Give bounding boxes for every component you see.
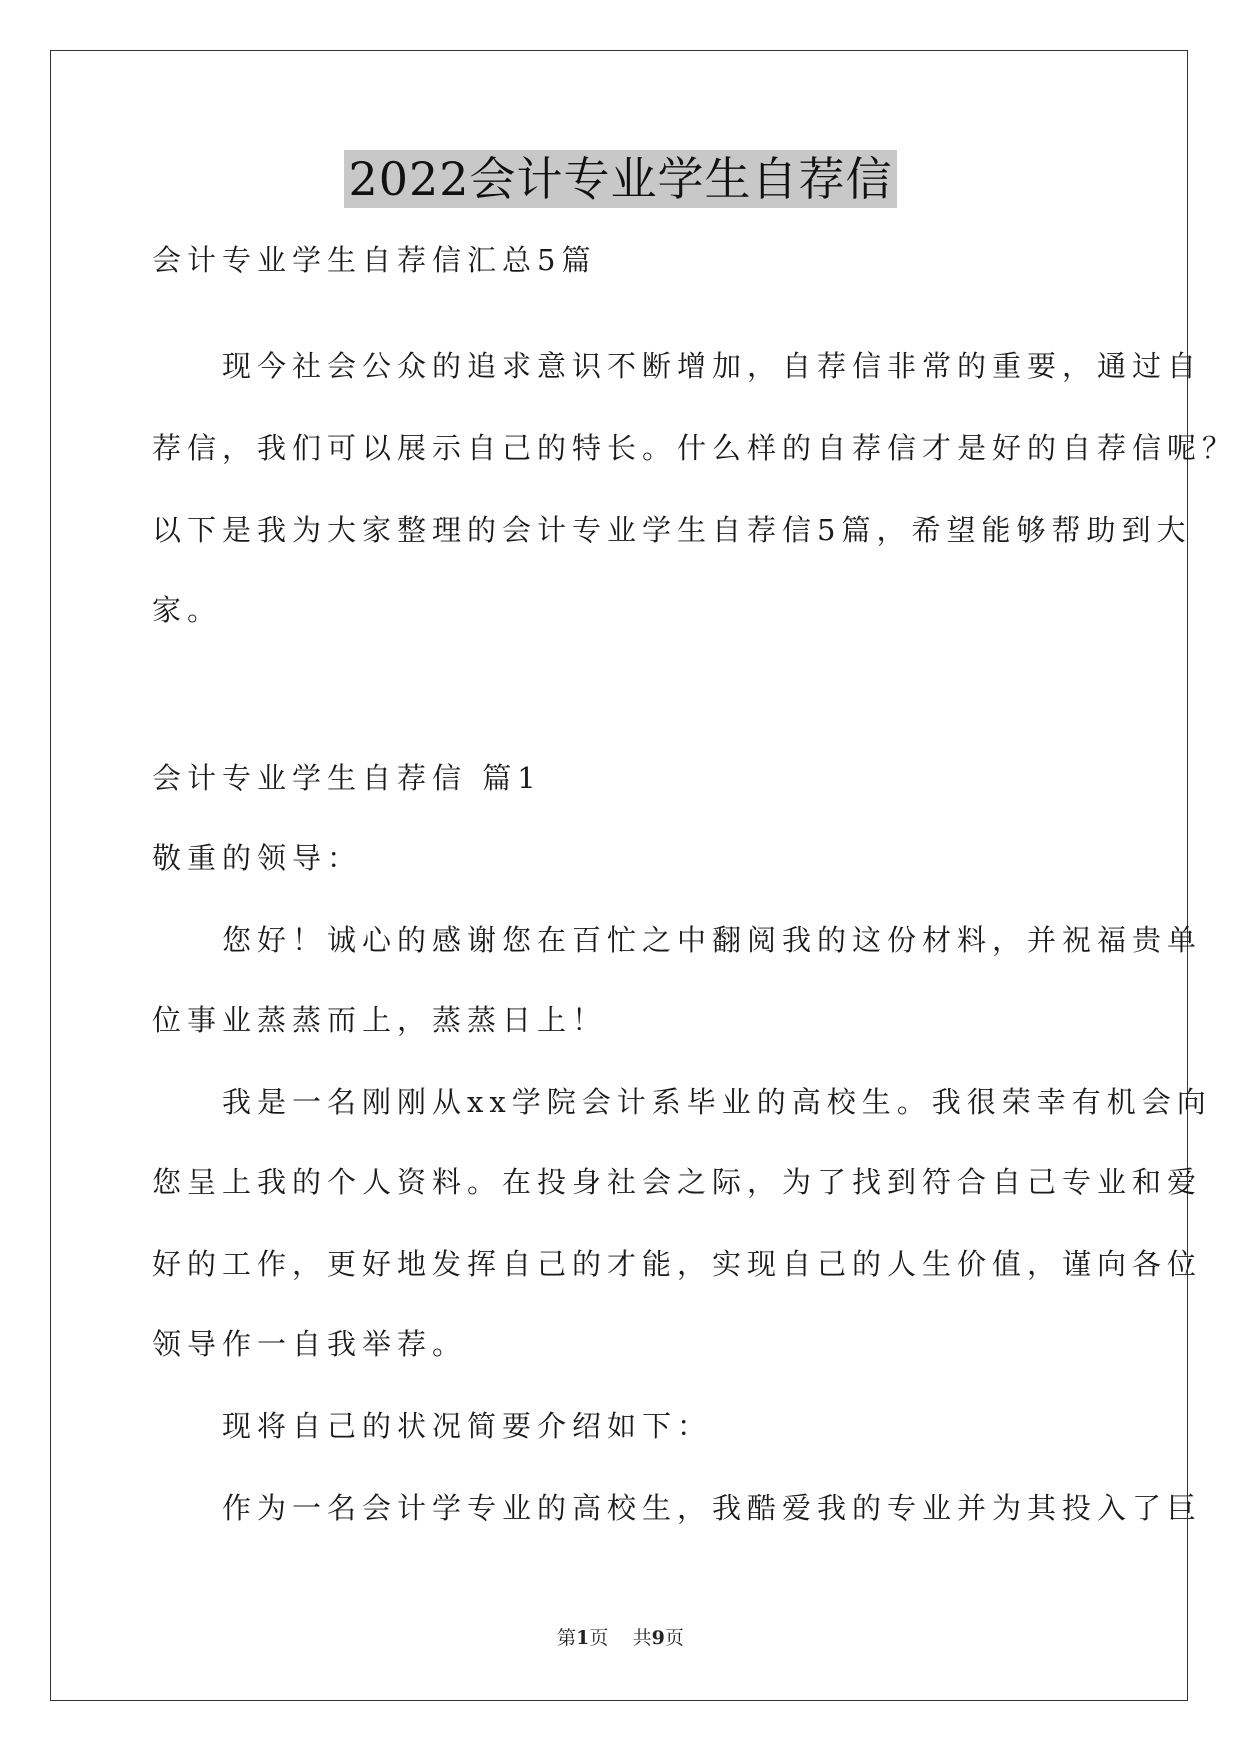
page-total: 9 xyxy=(651,1627,665,1649)
body-line: 现今社会公众的追求意识不断增加，自荐信非常的重要，通过自 xyxy=(152,349,1203,383)
body-line: 家。 xyxy=(152,593,223,627)
document-title: 2022会计专业学生自荐信 xyxy=(344,150,896,208)
body-line: 荐信，我们可以展示自己的特长。什么样的自荐信才是好的自荐信呢？ xyxy=(152,431,1238,465)
body-line: 我是一名刚刚从xx学院会计系毕业的高校生。我很荣幸有机会向 xyxy=(152,1085,1212,1119)
page-current: 1 xyxy=(576,1627,590,1649)
page-suffix: 页 xyxy=(589,1627,609,1649)
body-line: 以下是我为大家整理的会计专业学生自荐信5篇，希望能够帮助到大 xyxy=(152,513,1192,547)
salutation: 敬重的领导： xyxy=(152,841,363,875)
page-prefix: 第 xyxy=(557,1627,577,1649)
body-line: 位事业蒸蒸而上，蒸蒸日上！ xyxy=(152,1003,608,1037)
body-line: 作为一名会计学专业的高校生，我酷爱我的专业并为其投入了巨 xyxy=(152,1491,1203,1525)
body-line: 您好！诚心的感谢您在百忙之中翻阅我的这份材料，并祝福贵单 xyxy=(152,923,1203,957)
body-line: 好的工作，更好地发挥自己的才能，实现自己的人生价值，谨向各位 xyxy=(152,1247,1203,1281)
body-line: 现将自己的状况简要介绍如下： xyxy=(152,1409,713,1443)
total-prefix: 共 xyxy=(632,1627,652,1649)
total-suffix: 页 xyxy=(664,1627,684,1649)
section-heading: 会计专业学生自荐信 篇1 xyxy=(152,761,542,795)
body-line: 您呈上我的个人资料。在投身社会之际，为了找到符合自己专业和爱 xyxy=(152,1165,1203,1199)
page-footer xyxy=(0,1626,1241,1650)
body-line: 领导作一自我举荐。 xyxy=(152,1327,468,1361)
title-container xyxy=(0,150,1241,208)
subtitle-line: 会计专业学生自荐信汇总5篇 xyxy=(152,243,597,277)
